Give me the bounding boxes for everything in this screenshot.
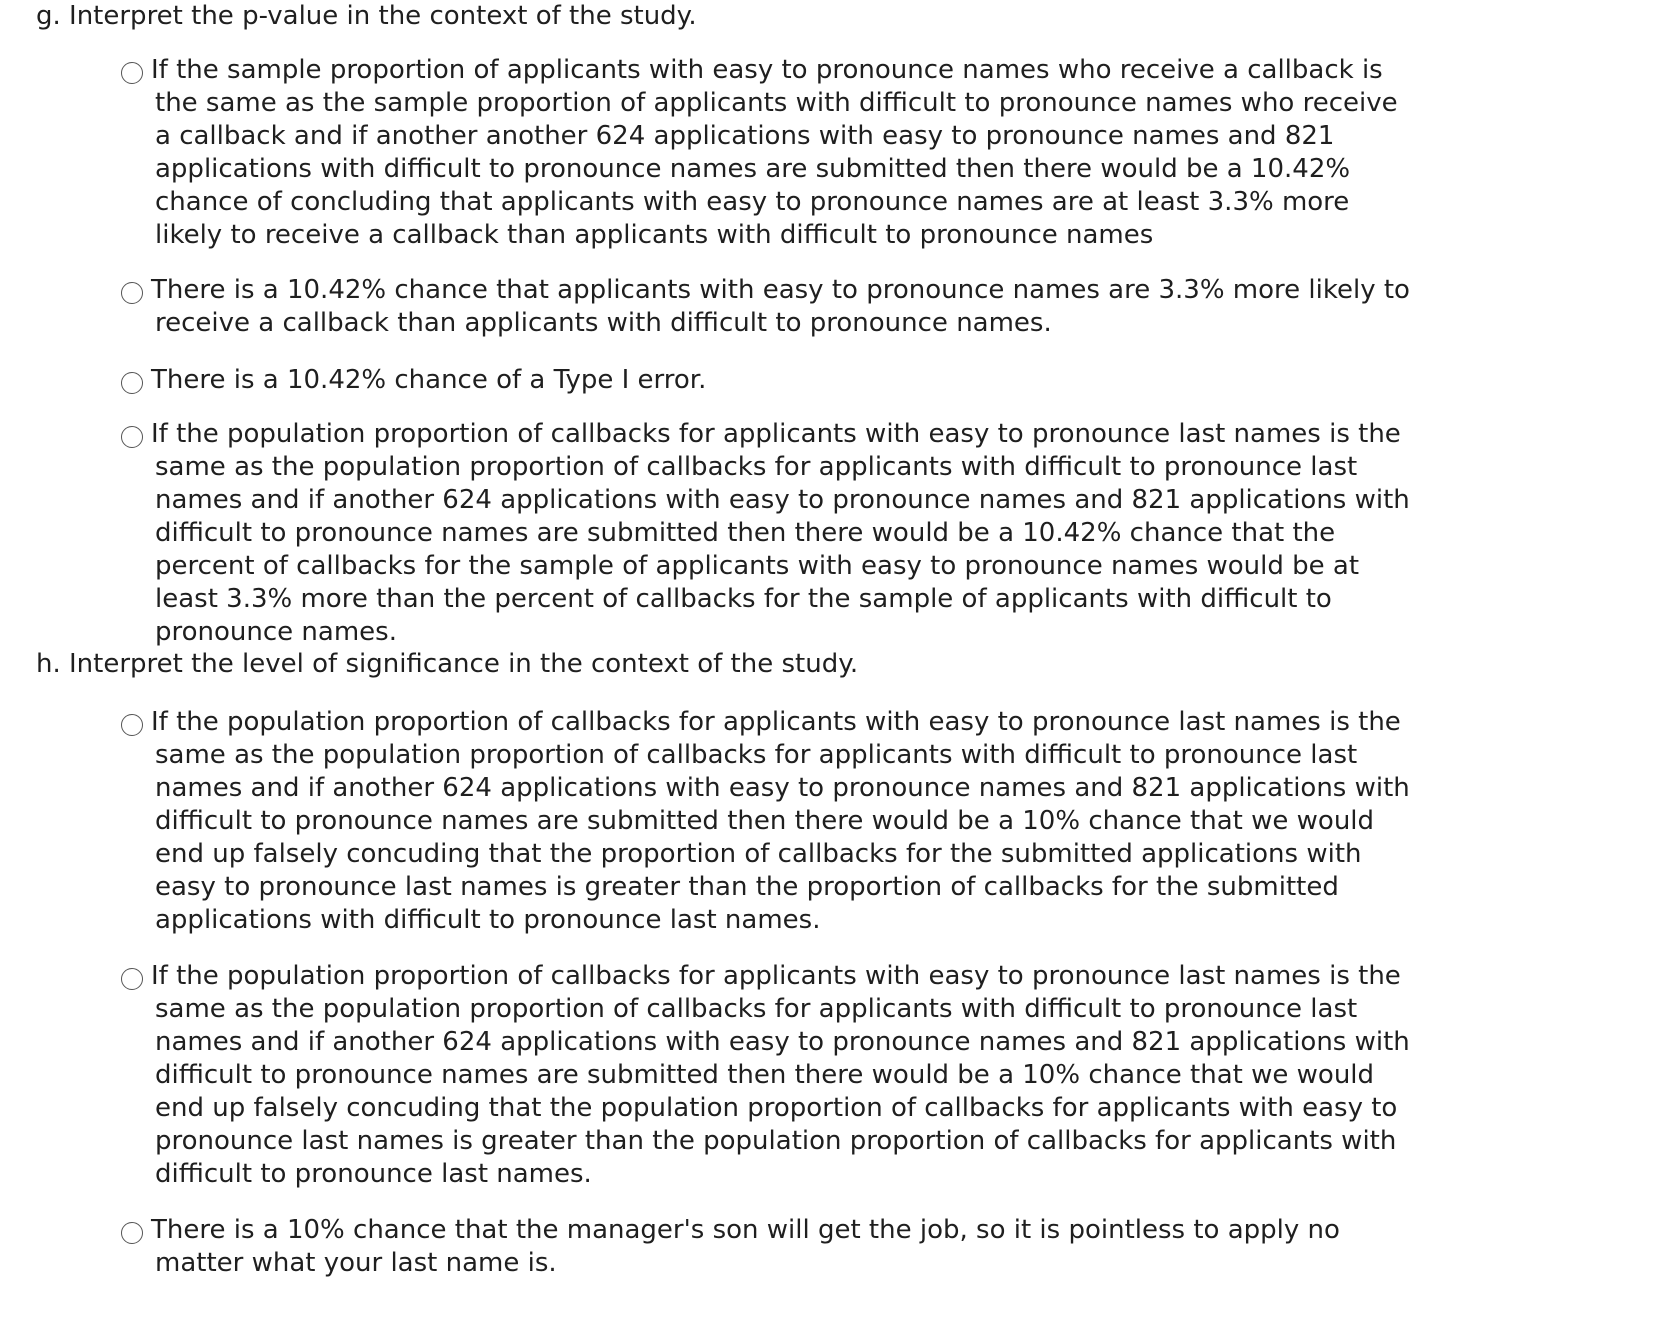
option-label: There is a 10.42% chance of a Type I error. [151, 365, 707, 395]
question-g-prompt: g. Interpret the p-value in the context of the study. [36, 1, 697, 31]
option-label: There is a 10% chance that the manager's son will get the job, so it is pointless to apply no matter what your last name is. [151, 1215, 1340, 1278]
radio-button[interactable] [121, 714, 143, 736]
option-label: If the population proportion of callbacks for applicants with easy to pronounce last names is the same as the population proportion of callbacks for applicants with difficult to pronounce last names and if another 624 applications with easy to pronounce names and 821 applications with difficult to pronounce names are submitted then there would be a 10.42% chance that the percent of callbacks for the sample of applicants with easy to pronounce names would be at least 3.3% more than the percent of callbacks for the sample of applicants with difficult to pronounce names. [151, 419, 1410, 647]
question-h-prompt: h. Interpret the level of significance in the context of the study. [36, 649, 859, 679]
question-h-option-1[interactable] [121, 706, 1411, 937]
question-h-option-2[interactable] [121, 960, 1411, 1191]
radio-button[interactable] [121, 968, 143, 990]
option-label: If the population proportion of callbacks for applicants with easy to pronounce last names is the same as the population proportion of callbacks for applicants with difficult to pronounce last names and if another 624 applications with easy to pronounce names and 821 applications with difficult to pronounce names are submitted then there would be a 10% chance that we would end up falsely concuding that the proportion of callbacks for the submitted applications with easy to pronounce last names is greater than the proportion of callbacks for the submitted applications with difficult to pronounce last names. [151, 707, 1410, 935]
option-label: If the sample proportion of applicants with easy to pronounce names who receive a callback is the same as the sample proportion of applicants with difficult to pronounce names who receive a callback and if another another 624 applications with easy to pronounce names and 821 applications with difficult to pronounce names are submitted then there would be a 10.42% chance of concluding that applicants with easy to pronounce names are at least 3.3% more likely to receive a callback than applicants with difficult to pronounce names [151, 55, 1398, 250]
option-label: There is a 10.42% chance that applicants with easy to pronounce names are 3.3% more likely to receive a callback than applicants with difficult to pronounce names. [151, 275, 1410, 338]
question-g-option-2[interactable] [121, 274, 1411, 340]
radio-button[interactable] [121, 282, 143, 304]
question-g-option-3[interactable] [121, 364, 1411, 397]
question-h-option-3[interactable] [121, 1214, 1411, 1280]
radio-button[interactable] [121, 372, 143, 394]
radio-button[interactable] [121, 1222, 143, 1244]
question-g-option-1[interactable] [121, 54, 1411, 252]
radio-button[interactable] [121, 62, 143, 84]
option-label: If the population proportion of callbacks for applicants with easy to pronounce last names is the same as the population proportion of callbacks for applicants with difficult to pronounce last names and if another 624 applications with easy to pronounce names and 821 applications with difficult to pronounce names are submitted then there would be a 10% chance that we would end up falsely concuding that the population proportion of callbacks for applicants with easy to pronounce last names is greater than the population proportion of callbacks for applicants with difficult to pronounce last names. [151, 961, 1410, 1189]
radio-button[interactable] [121, 426, 143, 448]
question-g-option-4[interactable] [121, 418, 1411, 649]
